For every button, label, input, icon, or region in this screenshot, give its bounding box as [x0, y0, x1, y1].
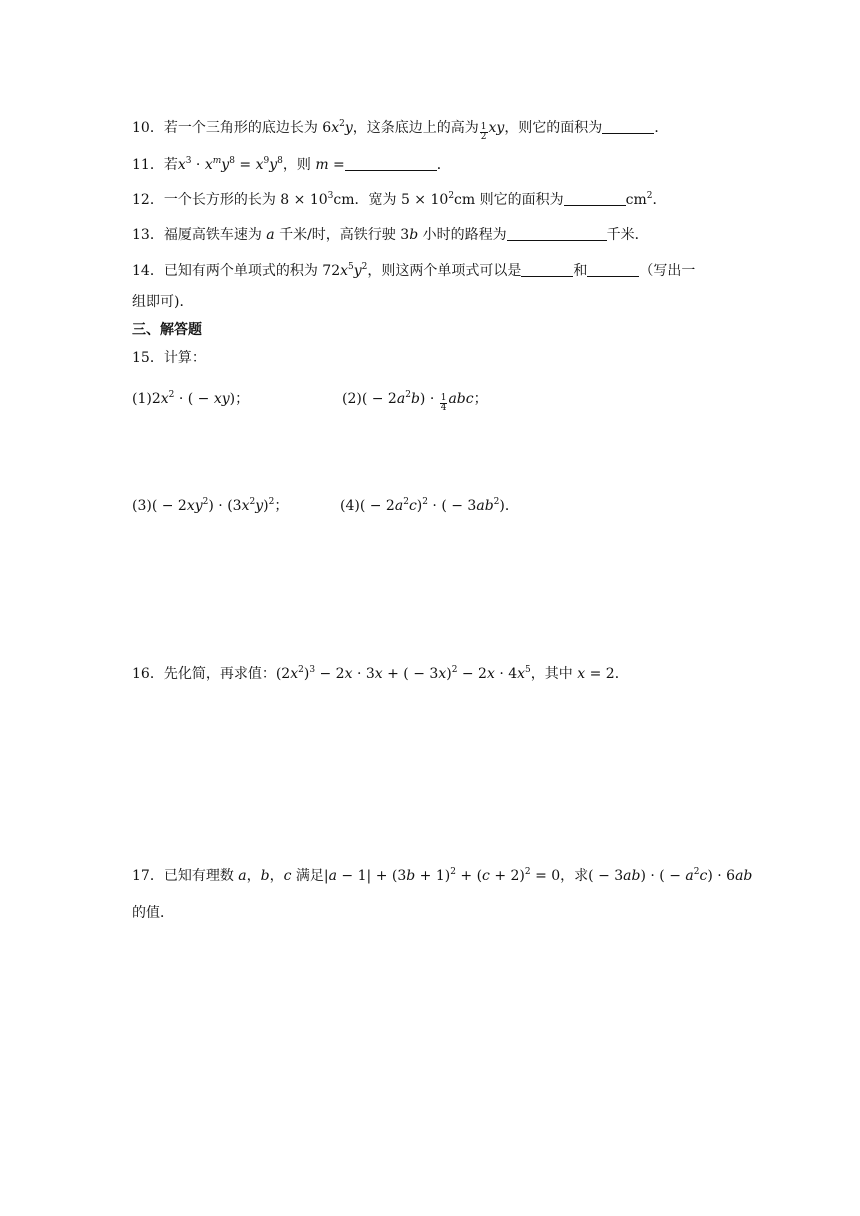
fraction-half: $\frac{1}{2}$	[480, 122, 487, 142]
question-number: 14．	[132, 263, 164, 279]
text: 的值．	[132, 905, 174, 921]
q15-part-2	[342, 389, 488, 413]
text: 组即可)．	[132, 294, 194, 310]
math-expr: $72x^5y^2$	[322, 262, 368, 279]
text: 已知有两个单项式的积为	[163, 263, 323, 279]
question-number: 17．	[132, 868, 164, 884]
part-label: (4)	[340, 498, 360, 514]
math-expr: ( − $2a^2c)^2$ · ( − $3ab^2$)	[359, 497, 505, 514]
math-var: c	[283, 868, 292, 884]
part-label: (3)	[132, 498, 152, 514]
question-number: 10．	[132, 120, 164, 136]
text: ．	[652, 192, 667, 208]
math-expr: ( − $2xy^2) \cdot (3x^2y)^2$	[151, 497, 275, 514]
question-12	[132, 190, 666, 210]
text: ，则这两个单项式可以是	[367, 263, 522, 279]
math-expr: $6x^2y$	[322, 119, 353, 136]
question-14	[132, 261, 695, 281]
math-expr: abc	[448, 391, 474, 407]
question-number: 13．	[132, 227, 164, 243]
answer-blank[interactable]	[345, 156, 437, 171]
question-15	[132, 348, 206, 368]
text: ．	[614, 666, 629, 682]
math-var: a	[238, 868, 247, 884]
question-16	[132, 664, 629, 684]
math-expr: $5 \times 10^2cm$	[400, 191, 476, 208]
q15-part-4	[340, 496, 519, 516]
text: ．	[436, 157, 451, 173]
math-expr: a	[266, 227, 275, 243]
text: 一个长方形的长为	[163, 192, 281, 208]
text: ；	[473, 391, 488, 407]
question-number: 12．	[132, 192, 164, 208]
math-expr: $|a - 1| + (3b + 1)^2 + (c + 2)^2 = 0$	[323, 867, 561, 884]
part-label: (2)	[342, 391, 362, 407]
text: （写出一	[639, 263, 696, 279]
answer-blank[interactable]	[602, 119, 654, 134]
answer-blank-2[interactable]	[587, 262, 639, 277]
question-17	[132, 866, 752, 886]
text: 已知有理数	[163, 868, 239, 884]
answer-blank[interactable]	[507, 226, 607, 241]
math-expr: $(2x^2)^3 - 2x \cdot 3x$ + ( − $3x)^2 - 2x \cdot 4x^5$	[275, 665, 531, 682]
unit-cm2: $cm^2$	[625, 191, 653, 208]
q15-part-3	[132, 496, 288, 516]
text: ．宽为	[354, 192, 401, 208]
text: ，其中	[530, 666, 578, 682]
text: 计算：	[163, 350, 206, 366]
math-expr: m =	[315, 157, 345, 173]
text: 先化简，再求值：	[163, 666, 276, 682]
question-13	[132, 225, 649, 245]
text: ，这条底边上的高为	[352, 120, 479, 136]
math-expr: ( − $2a^2b$) ·	[361, 390, 439, 407]
text: ．	[504, 498, 519, 514]
text: 和	[573, 263, 588, 279]
part-label: (1)	[132, 391, 152, 407]
text: ，求	[560, 868, 589, 884]
text: 千米/时，高铁行驶	[274, 227, 401, 243]
question-10	[132, 118, 668, 142]
text: 若一个三角形的底边长为	[163, 120, 323, 136]
math-expr: $8 \times 10^3cm$	[280, 191, 355, 208]
section-heading: 三、解答题	[132, 322, 202, 338]
q15-part-1	[132, 389, 249, 409]
text: 若	[163, 157, 178, 173]
text: ．	[654, 120, 669, 136]
text: ，则	[282, 157, 316, 173]
text: 满足	[291, 868, 324, 884]
question-17-cont	[132, 903, 174, 923]
text: ；	[274, 498, 289, 514]
math-var: b	[260, 868, 270, 884]
text: ，则它的面积为	[504, 120, 603, 136]
math-expr: $2x^2$ · ( − xy)	[151, 390, 236, 407]
question-11	[132, 155, 451, 175]
text: 福厦高铁车速为	[163, 227, 267, 243]
answer-blank[interactable]	[564, 191, 626, 206]
text: ，	[269, 868, 284, 884]
math-expr: $x^3 \cdot x^my^8 = x^9y^8$	[177, 156, 283, 173]
text: ；	[235, 391, 250, 407]
fraction-quarter: $\frac{1}{4}$	[440, 393, 447, 413]
text: 则它的面积为	[475, 192, 564, 208]
question-number: 16．	[132, 666, 164, 682]
answer-blank-1[interactable]	[521, 262, 573, 277]
question-number: 11．	[132, 157, 164, 173]
question-number: 15．	[132, 350, 164, 366]
math-expr: xy	[488, 120, 505, 136]
text: ，	[246, 868, 261, 884]
text: 小时的路程为	[418, 227, 507, 243]
math-expr: 3b	[400, 227, 419, 243]
math-expr: x = 2	[577, 666, 615, 682]
text: 千米．	[606, 227, 649, 243]
question-14-cont	[132, 292, 193, 312]
math-expr: ( − 3ab) · ( − $a^2c) \cdot 6ab$	[588, 867, 753, 884]
